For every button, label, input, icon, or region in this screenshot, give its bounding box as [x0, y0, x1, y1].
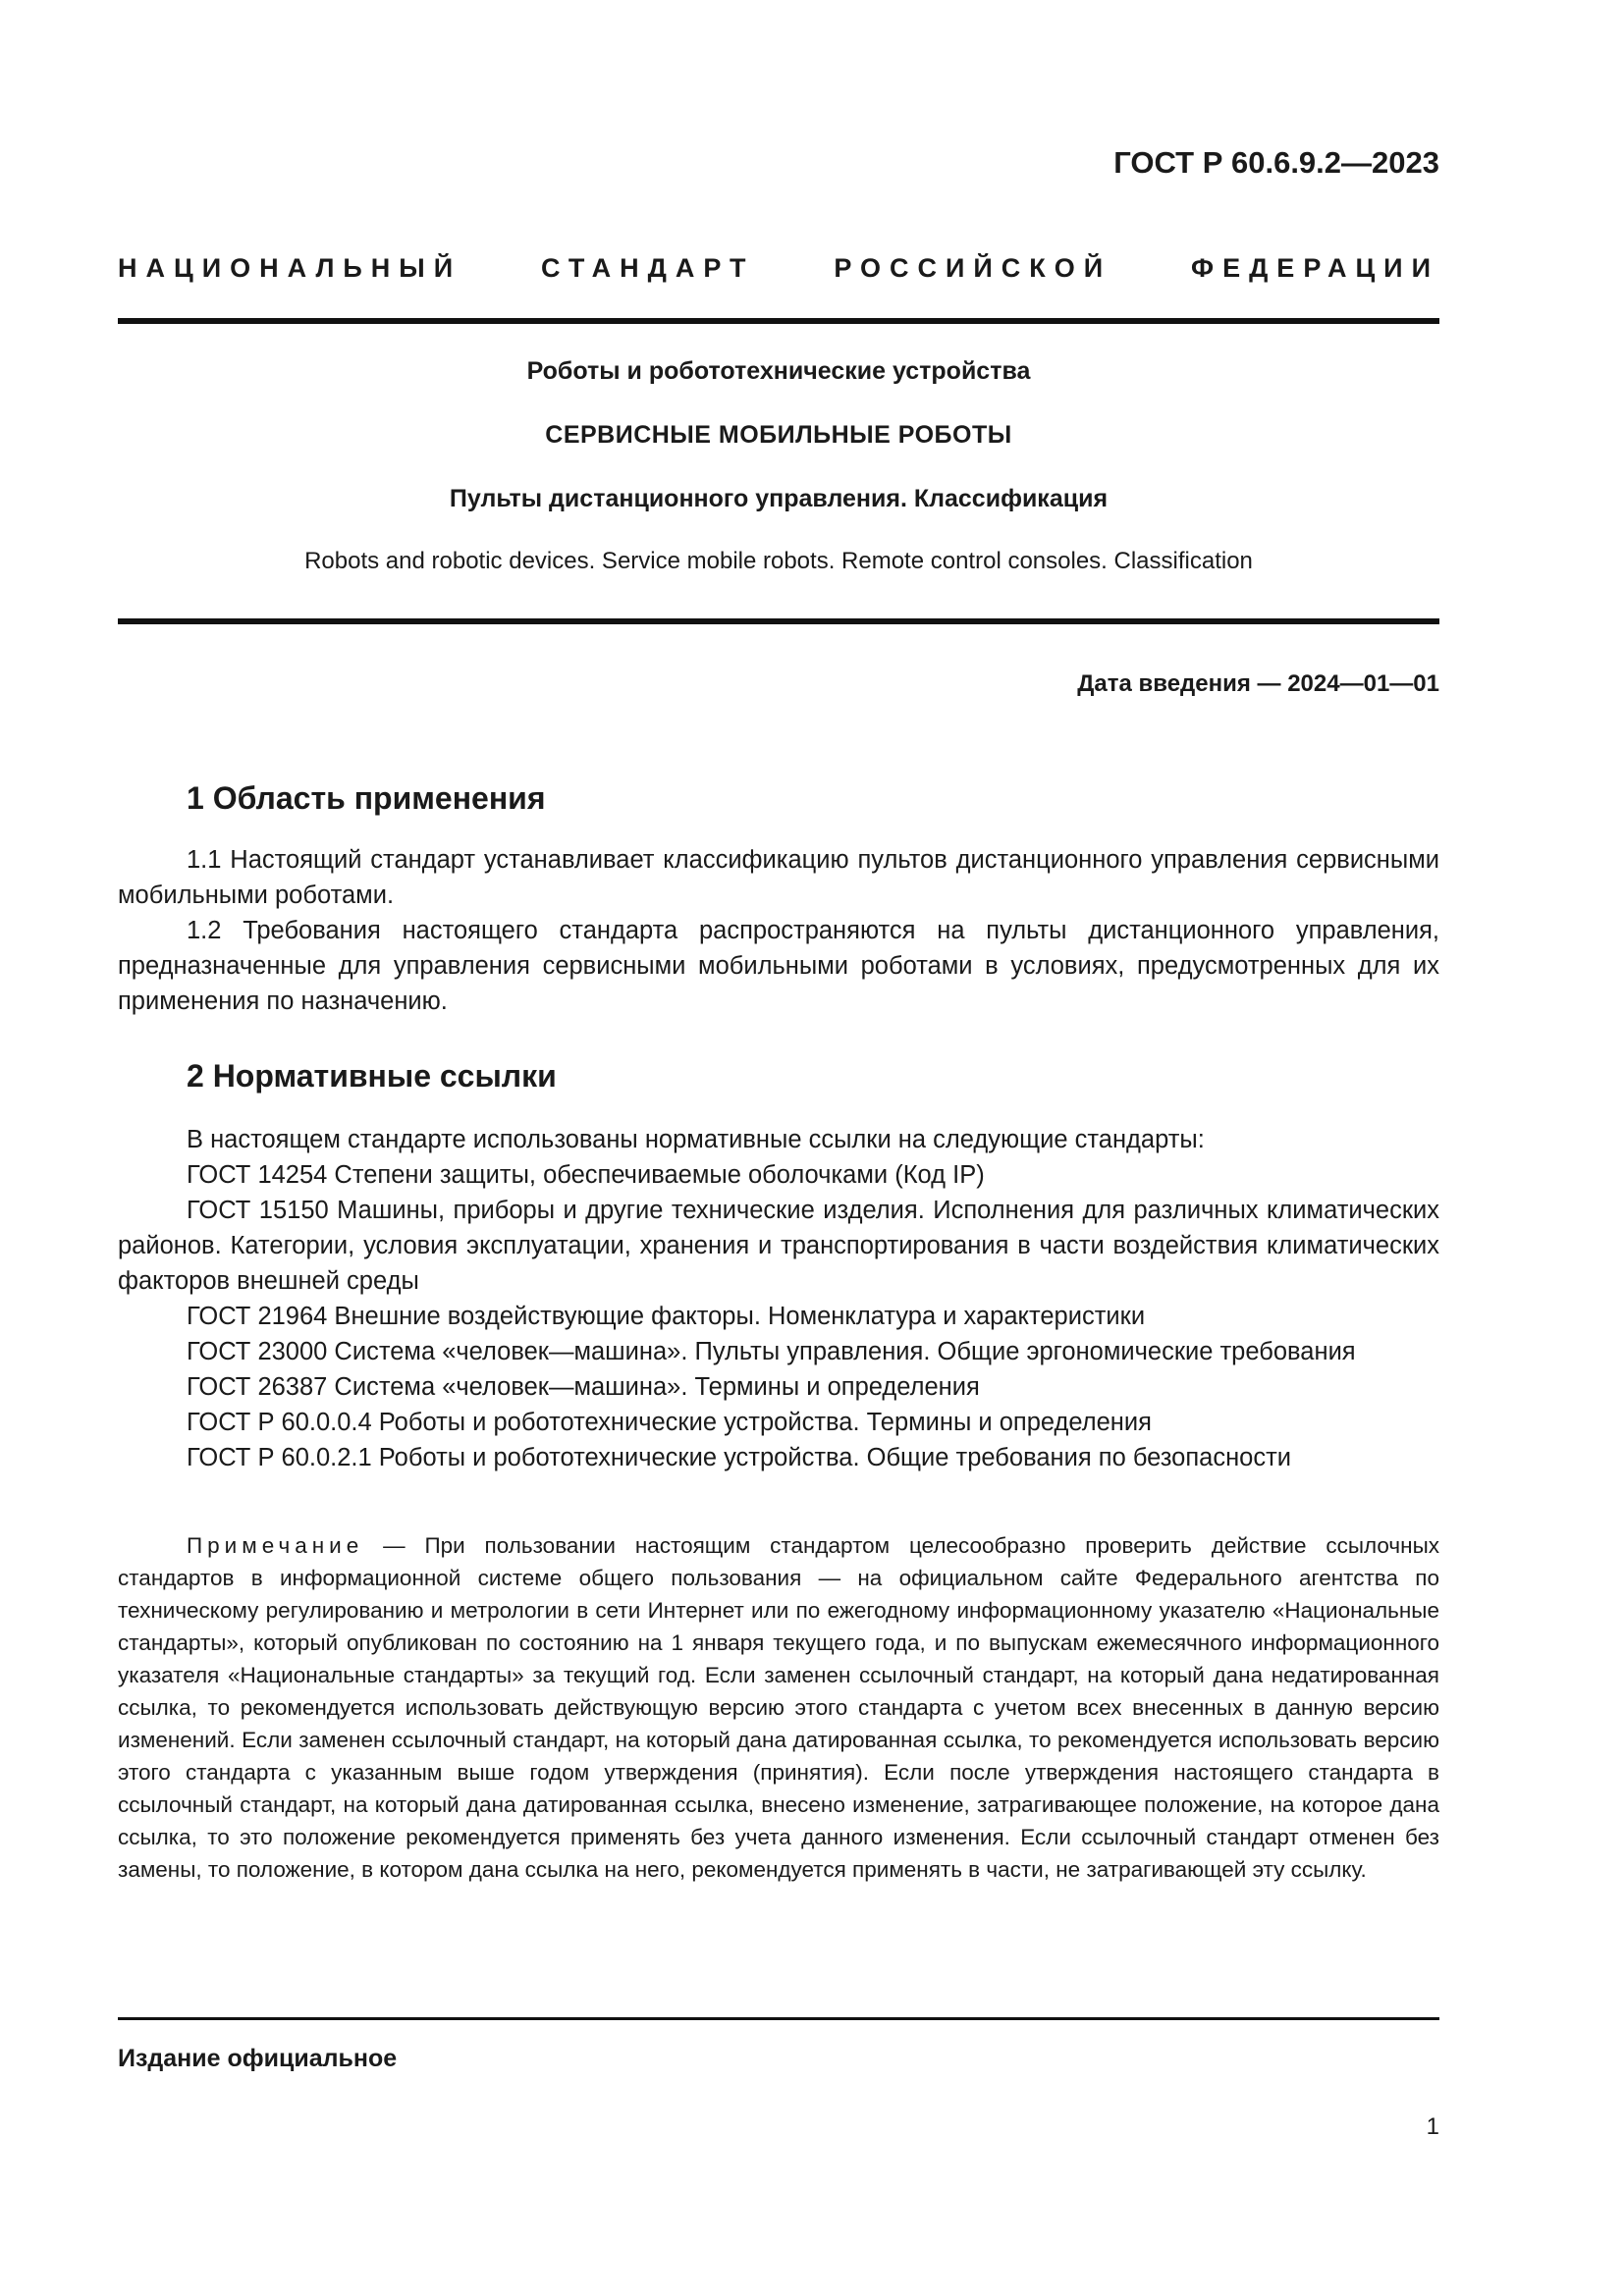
reference-item: ГОСТ 23000 Система «человек—машина». Пульты управления. Общие эргономические требования: [187, 1338, 1356, 1365]
reference-item: ГОСТ 14254 Степени защиты, обеспечиваемые оболочками (Код IP): [187, 1161, 985, 1189]
document-number: ГОСТ Р 60.6.9.2—2023: [1113, 145, 1439, 180]
section-2-heading: 2 Нормативные ссылки: [187, 1058, 557, 1094]
national-standard-banner: НАЦИОНАЛЬНЫЙ СТАНДАРТ РОССИЙСКОЙ ФЕДЕРАЦИИ: [118, 253, 1439, 283]
reference-item: ГОСТ Р 60.0.2.1 Роботы и робототехнические устройства. Общие требования по безопасности: [187, 1444, 1292, 1471]
section-1-heading: 1 Область применения: [187, 780, 546, 816]
reference-item: ГОСТ Р 60.0.0.4 Роботы и робототехнические устройства. Термины и определения: [187, 1409, 1152, 1436]
footer-divider: [118, 2017, 1439, 2020]
top-divider: [118, 318, 1439, 324]
page-number: 1: [1426, 2113, 1439, 2140]
note-paragraph: [118, 1529, 1439, 1886]
note-text: — При пользовании настоящим стандартом целесообразно проверить действие ссылочных стандартов в информационной системе общего пользования — на официальном сайте Федерального агентства по техническому регулированию и метрологии в сети Интернет или по ежегодному информационному указателю «Национальные стандарты», который опубликован по состоянию на 1 января текущего года, и по выпускам ежемесячного информационного указателя «Национальные стандарты» за текущий год. Если заменен ссылочный стандарт, на который дана недатированная ссылка, то рекомендуется использовать действующую версию этого стандарта с учетом всех внесенных в данную версию изменений. Если заменен ссылочный стандарт, на который дана датированная ссылка, то рекомендуется использовать версию этого стандарта с указанным выше годом утверждения (принятия). Если после утверждения настоящего стандарта в ссылочный стандарт, на который дана датированная ссылка, внесено изменение, затрагивающее положение, на которое дана ссылка, то это положение рекомендуется применять без учета данного изменения. Если ссылочный стандарт отменен без замены, то положение, в котором дана ссылка на него, рекомендуется применять в части, не затрагивающей эту ссылку.: [118, 1533, 1439, 1882]
title-divider: [118, 618, 1439, 624]
introduction-date: Дата введения — 2024—01—01: [1077, 670, 1439, 697]
title-line-3: Пульты дистанционного управления. Классификация: [449, 485, 1109, 512]
section-1-body: [118, 842, 1439, 1019]
references-intro: В настоящем стандарте использованы нормативные ссылки на следующие стандарты:: [187, 1126, 1205, 1153]
paragraph-1-2: 1.2 Требования настоящего стандарта распространяются на пульты дистанционного управления, предназначенные для управления сервисными мобильными роботами в условиях, предусмотренных для их применения по назначению.: [118, 917, 1439, 1015]
reference-item: ГОСТ 21964 Внешние воздействующие факторы. Номенклатура и характеристики: [187, 1303, 1146, 1330]
note-label: Примечание: [187, 1533, 364, 1558]
title-line-1: Роботы и робототехнические устройства: [526, 357, 1031, 385]
section-2-body: [118, 1122, 1439, 1475]
reference-item: ГОСТ 15150 Машины, приборы и другие технические изделия. Исполнения для различных климатических районов. Категории, условия эксплуатации, хранения и транспортирования в части воздействия климатических факторов внешней среды: [118, 1197, 1439, 1295]
paragraph-1-1: 1.1 Настоящий стандарт устанавливает классификацию пультов дистанционного управления сервисными мобильными роботами.: [118, 846, 1439, 909]
title-line-english: Robots and robotic devices. Service mobile robots. Remote control consoles. Classification: [304, 548, 1253, 574]
official-edition-label: Издание официальное: [118, 2045, 398, 2072]
reference-item: ГОСТ 26387 Система «человек—машина». Термины и определения: [187, 1373, 980, 1401]
title-line-2: СЕРВИСНЫЕ МОБИЛЬНЫЕ РОБОТЫ: [545, 421, 1012, 449]
